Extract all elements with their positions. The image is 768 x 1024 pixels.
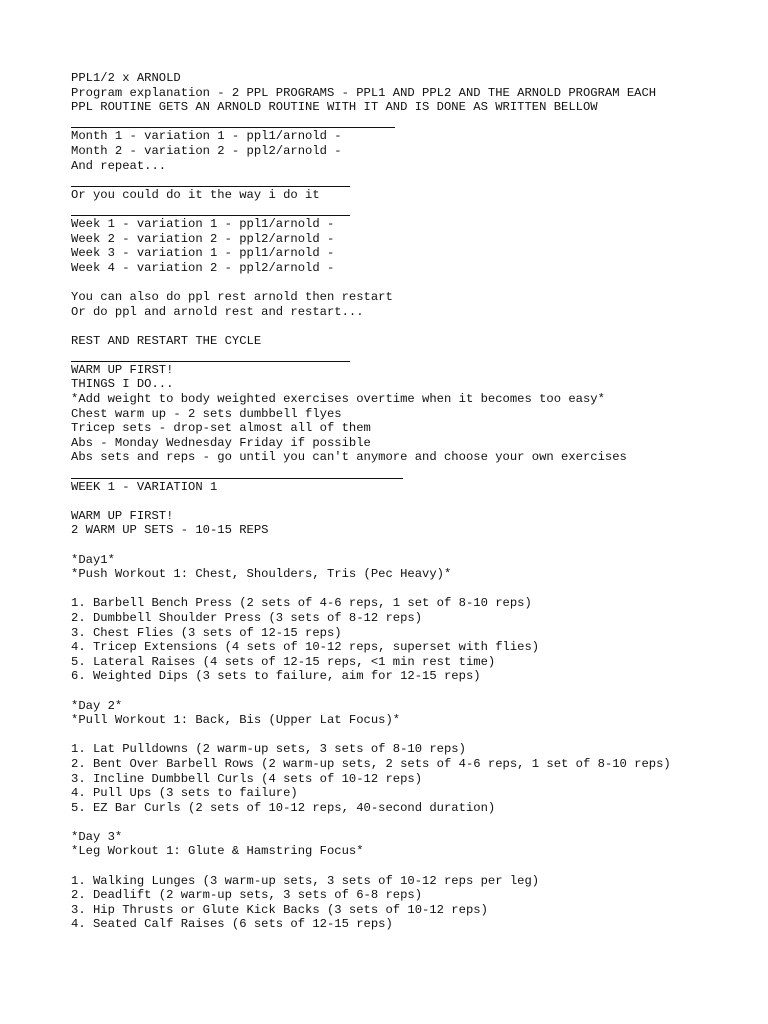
- divider: [71, 173, 751, 188]
- week-plan-item: Week 1 - variation 1 - ppl1/arnold -: [71, 216, 335, 231]
- note-line: WARM UP FIRST!: [71, 362, 174, 377]
- week-plan-item: Week 2 - variation 2 - ppl2/arnold -: [71, 231, 335, 246]
- workout-heading: *Leg Workout 1: Glute & Hamstring Focus*: [71, 844, 364, 859]
- exercise-item: 1. Lat Pulldowns (2 warm-up sets, 3 sets of 8-10 reps): [71, 742, 466, 757]
- exercise-item: 4. Seated Calf Raises (6 sets of 12-15 reps): [71, 917, 393, 932]
- month-plan-item: Month 1 - variation 1 - ppl1/arnold -: [71, 129, 342, 144]
- exercise-item: 2. Deadlift (2 warm-up sets, 3 sets of 6-8 reps): [71, 888, 423, 903]
- exercise-item: 2. Bent Over Barbell Rows (2 warm-up sets, 2 sets of 4-6 reps, 1 set of 8-10 reps): [71, 756, 671, 771]
- spacer: [71, 859, 751, 874]
- spacer: [71, 582, 751, 597]
- note-line: Abs - Monday Wednesday Friday if possible: [71, 435, 371, 450]
- note-line: Chest warm up - 2 sets dumbbell flyes: [71, 406, 342, 421]
- day-heading: *Day 3*: [71, 829, 123, 844]
- spacer: [71, 815, 751, 830]
- exercise-item: 5. EZ Bar Curls (2 sets of 10-12 reps, 40-second duration): [71, 800, 496, 815]
- exercise-item: 3. Chest Flies (3 sets of 12-15 reps): [71, 625, 342, 640]
- note-line: Abs sets and reps - go until you can't anymore and choose your own exercises: [71, 450, 627, 465]
- exercise-item: 4. Pull Ups (3 sets to failure): [71, 786, 298, 801]
- document-title: PPL1/2 x ARNOLD: [71, 71, 181, 85]
- week-title: WEEK 1 - VARIATION 1: [71, 479, 218, 494]
- workout-heading: *Push Workout 1: Chest, Shoulders, Tris (Pec Heavy)*: [71, 567, 452, 582]
- day-heading: *Day1*: [71, 552, 115, 567]
- warmup-line: WARM UP FIRST!: [71, 508, 174, 523]
- month-plan-item: Month 2 - variation 2 - ppl2/arnold -: [71, 143, 342, 158]
- exercise-item: 3. Hip Thrusts or Glute Kick Backs (3 sets of 10-12 reps): [71, 902, 488, 917]
- divider: [71, 348, 751, 363]
- explanation-line: Program explanation - 2 PPL PROGRAMS - PPL1 AND PPL2 AND THE ARNOLD PROGRAM EACH: [71, 85, 657, 100]
- exercise-item: 5. Lateral Raises (4 sets of 12-15 reps, <1 min rest time): [71, 654, 496, 669]
- month-plan-item: And repeat...: [71, 158, 167, 173]
- spacer: [71, 494, 751, 509]
- spacer: [71, 728, 751, 743]
- week-plan-item: Week 3 - variation 1 - ppl1/arnold -: [71, 246, 335, 261]
- rest-line: REST AND RESTART THE CYCLE: [71, 333, 262, 348]
- note-line: *Add weight to body weighted exercises overtime when it becomes too easy*: [71, 392, 605, 407]
- spacer: [71, 684, 751, 699]
- week-plan-item: Week 4 - variation 2 - ppl2/arnold -: [71, 260, 335, 275]
- note-line: Tricep sets - drop-set almost all of them: [71, 421, 371, 436]
- warmup-line: 2 WARM UP SETS - 10-15 REPS: [71, 523, 269, 538]
- exercise-item: 2. Dumbbell Shoulder Press (3 sets of 8-12 reps): [71, 610, 423, 625]
- alt-intro: Or you could do it the way i do it: [71, 187, 320, 202]
- spacer: [71, 538, 751, 553]
- exercise-item: 4. Tricep Extensions (4 sets of 10-12 reps, superset with flies): [71, 640, 540, 655]
- alternative-line: You can also do ppl rest arnold then restart: [71, 289, 393, 304]
- explanation-line: PPL ROUTINE GETS AN ARNOLD ROUTINE WITH IT AND IS DONE AS WRITTEN BELLOW: [71, 100, 598, 115]
- divider: [71, 115, 751, 130]
- divider: [71, 465, 751, 480]
- note-line: THINGS I DO...: [71, 377, 174, 392]
- alternative-line: Or do ppl and arnold rest and restart...: [71, 304, 364, 319]
- document-body: [71, 71, 751, 932]
- divider: [71, 202, 751, 217]
- exercise-item: 3. Incline Dumbbell Curls (4 sets of 10-12 reps): [71, 771, 423, 786]
- exercise-item: 1. Barbell Bench Press (2 sets of 4-6 reps, 1 set of 8-10 reps): [71, 596, 532, 611]
- exercise-item: 1. Walking Lunges (3 warm-up sets, 3 sets of 10-12 reps per leg): [71, 873, 540, 888]
- workout-heading: *Pull Workout 1: Back, Bis (Upper Lat Focus)*: [71, 713, 401, 728]
- spacer: [71, 275, 751, 290]
- day-heading: *Day 2*: [71, 698, 123, 713]
- spacer: [71, 319, 751, 334]
- exercise-item: 6. Weighted Dips (3 sets to failure, aim for 12-15 reps): [71, 669, 481, 684]
